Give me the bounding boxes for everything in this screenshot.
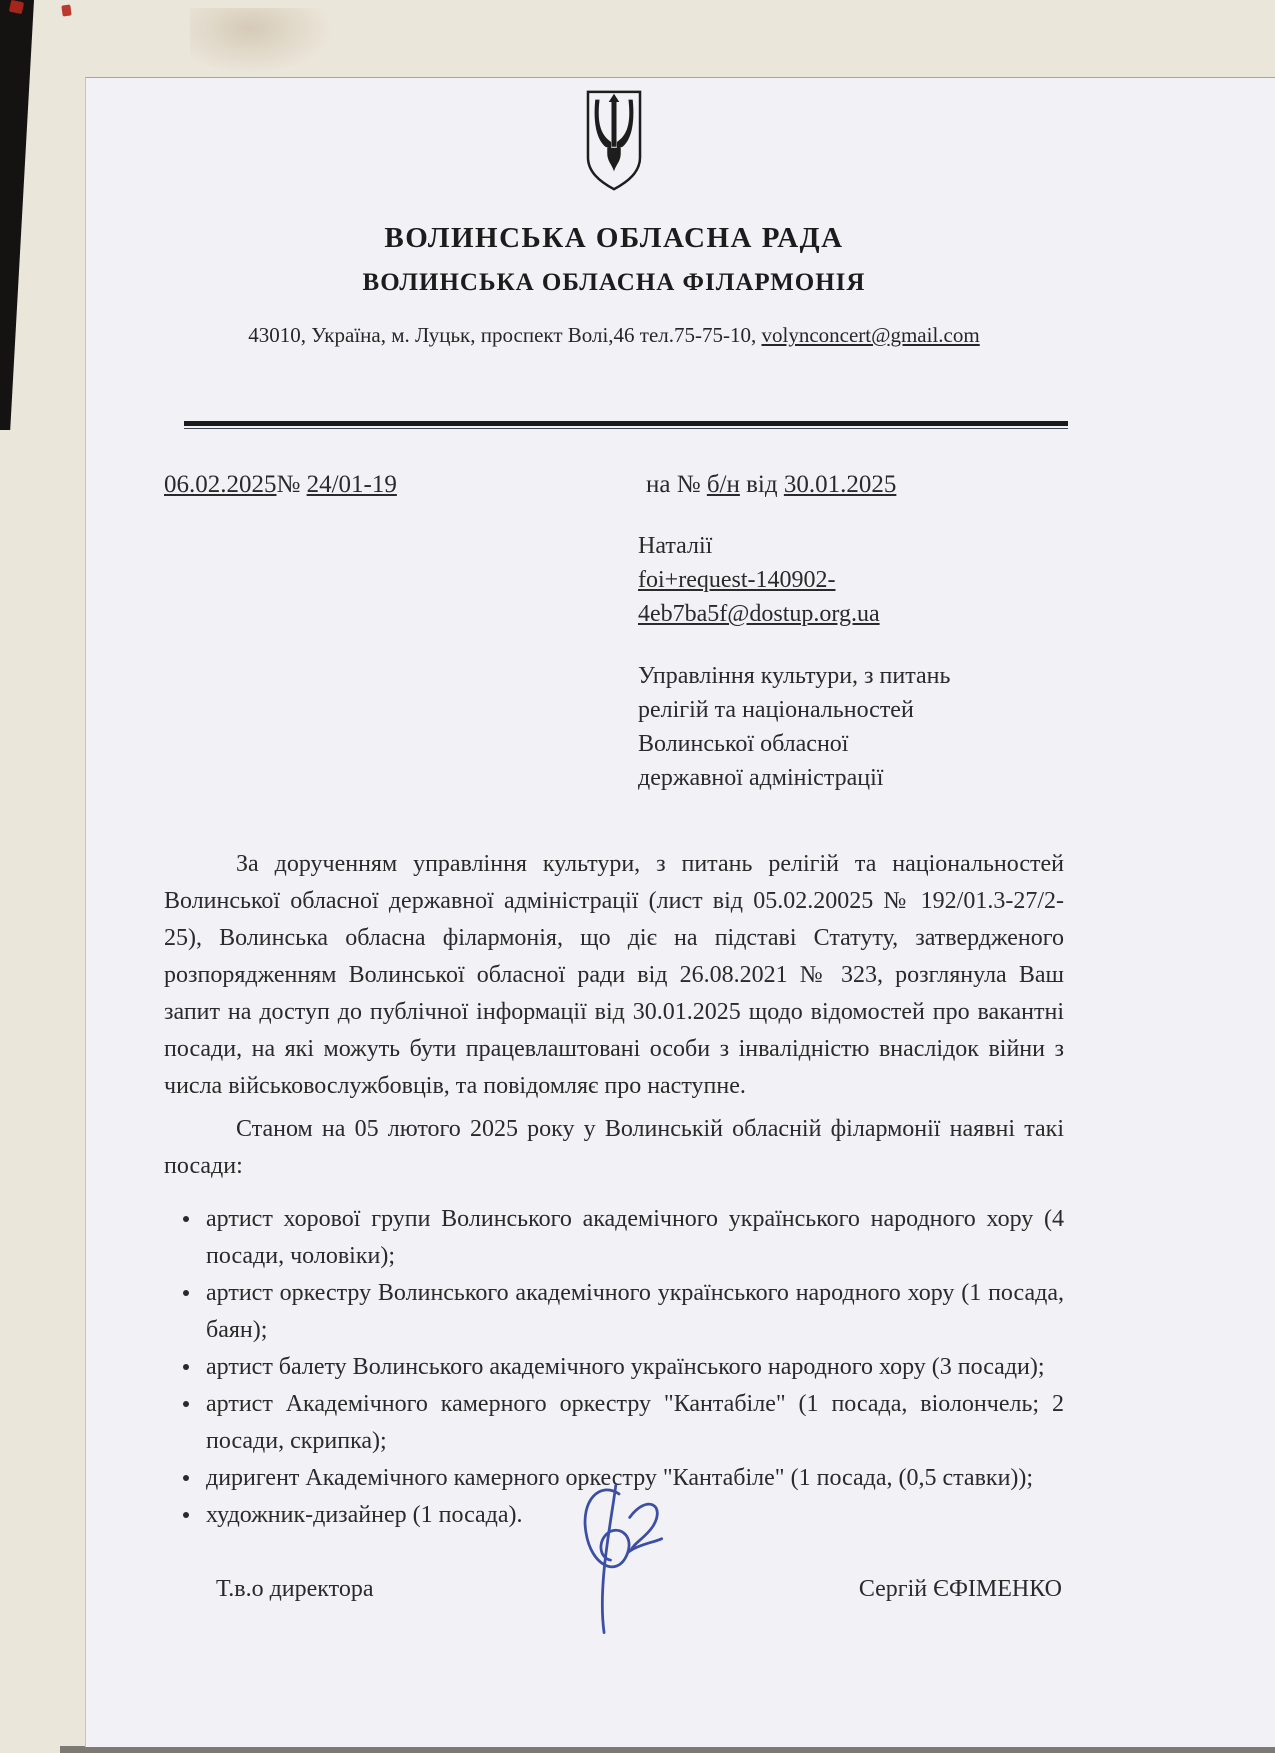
recipient-organization xyxy=(638,659,1078,795)
recipient-email-line1: foi+request-140902- xyxy=(638,567,836,593)
list-item: артист хорової групи Волинського академічного українського народного хору (4 посади, чоловіки); xyxy=(206,1201,1064,1275)
recipient-org-line: державної адміністрації xyxy=(638,765,884,791)
recipient-email-line2: 4eb7ba5f@dostup.org.ua xyxy=(638,601,880,627)
list-item: артист балету Волинського академічного українського народного хору (3 посади); xyxy=(206,1349,1064,1386)
list-item: артист Академічного камерного оркестру "Кантабіле" (1 посада, віолончель; 2 посади, скрипка); xyxy=(206,1386,1064,1460)
org-address-line xyxy=(164,323,1064,348)
outgoing-date: 06.02.2025 xyxy=(164,471,277,498)
scan-edge-corner xyxy=(0,0,34,430)
scan-red-mark xyxy=(61,4,71,16)
letterhead xyxy=(164,78,1064,348)
reply-date: 30.01.2025 xyxy=(783,471,897,498)
reply-prefix: на № xyxy=(646,471,707,498)
letter-body xyxy=(164,846,1064,1608)
recipient-name: Наталії xyxy=(638,533,713,559)
org-parent-title: ВОЛИНСЬКА ОБЛАСНА РАДА xyxy=(384,222,844,254)
handwritten-signature xyxy=(554,1479,684,1639)
scan-smudge xyxy=(190,8,340,78)
letterhead-divider xyxy=(184,421,1068,429)
recipient-org-line: Волинської обласної xyxy=(638,731,849,757)
recipient-org-line: релігій та національностей xyxy=(638,697,914,723)
org-name-title: ВОЛИНСЬКА ОБЛАСНА ФІЛАРМОНІЯ xyxy=(362,269,866,296)
list-item: диригент Академічного камерного оркестру "Кантабіле" (1 посада, (0,5 ставки)); xyxy=(206,1460,1064,1497)
reference-row xyxy=(164,471,1064,499)
reply-mid: від xyxy=(739,471,784,498)
signer-title: Т.в.о директора xyxy=(216,1576,374,1602)
body-paragraph-1: За дорученням управління культури, з питань релігій та національностей Волинської обласної державної адміністрації (лист від 05.02.20025 № 192/01.3-27/2-25), Волинська обласна філармонія, що діє на підставі Статуту, затвердженого розпорядженням Волинської обласної ради від 26.08.2021 № 323, розглянула Ваш запит на доступ до публічної інформації від 30.01.2025 щодо відомостей про вакантні посади, на які можуть бути працевлаштовані особи з інвалідністю внаслідок війни з числа військовослужбовців, та повідомляє про наступне. xyxy=(164,851,1064,1099)
body-paragraph-2: Станом на 05 лютого 2025 року у Волинській обласній філармонії наявні такі посади: xyxy=(164,1116,1064,1179)
outgoing-number: 24/01-19 xyxy=(306,471,397,498)
number-sign: № xyxy=(276,471,307,498)
scan-bottom-edge xyxy=(60,1746,1275,1753)
outgoing-reference xyxy=(164,471,397,498)
list-item: художник-дизайнер (1 посада). xyxy=(206,1497,1064,1534)
recipient-org-line: Управління культури, з питань xyxy=(638,663,951,689)
address-text: 43010, Україна, м. Луцьк, проспект Волі,46 тел.75-75-10, xyxy=(248,323,762,347)
letter-page xyxy=(85,77,1275,1747)
scan-red-mark xyxy=(9,0,24,14)
reply-number: б/н xyxy=(706,471,740,498)
signature-row xyxy=(164,1571,1064,1608)
signer-name: Сергій ЄФІМЕНКО xyxy=(858,1576,1062,1602)
ukraine-trident-emblem-icon xyxy=(164,88,1064,194)
org-email: volynconcert@gmail.com xyxy=(761,323,980,347)
list-item: артист оркестру Волинського академічного українського народного хору (1 посада, баян); xyxy=(206,1275,1064,1349)
recipient-block xyxy=(638,529,1078,795)
incoming-reference xyxy=(646,471,896,499)
